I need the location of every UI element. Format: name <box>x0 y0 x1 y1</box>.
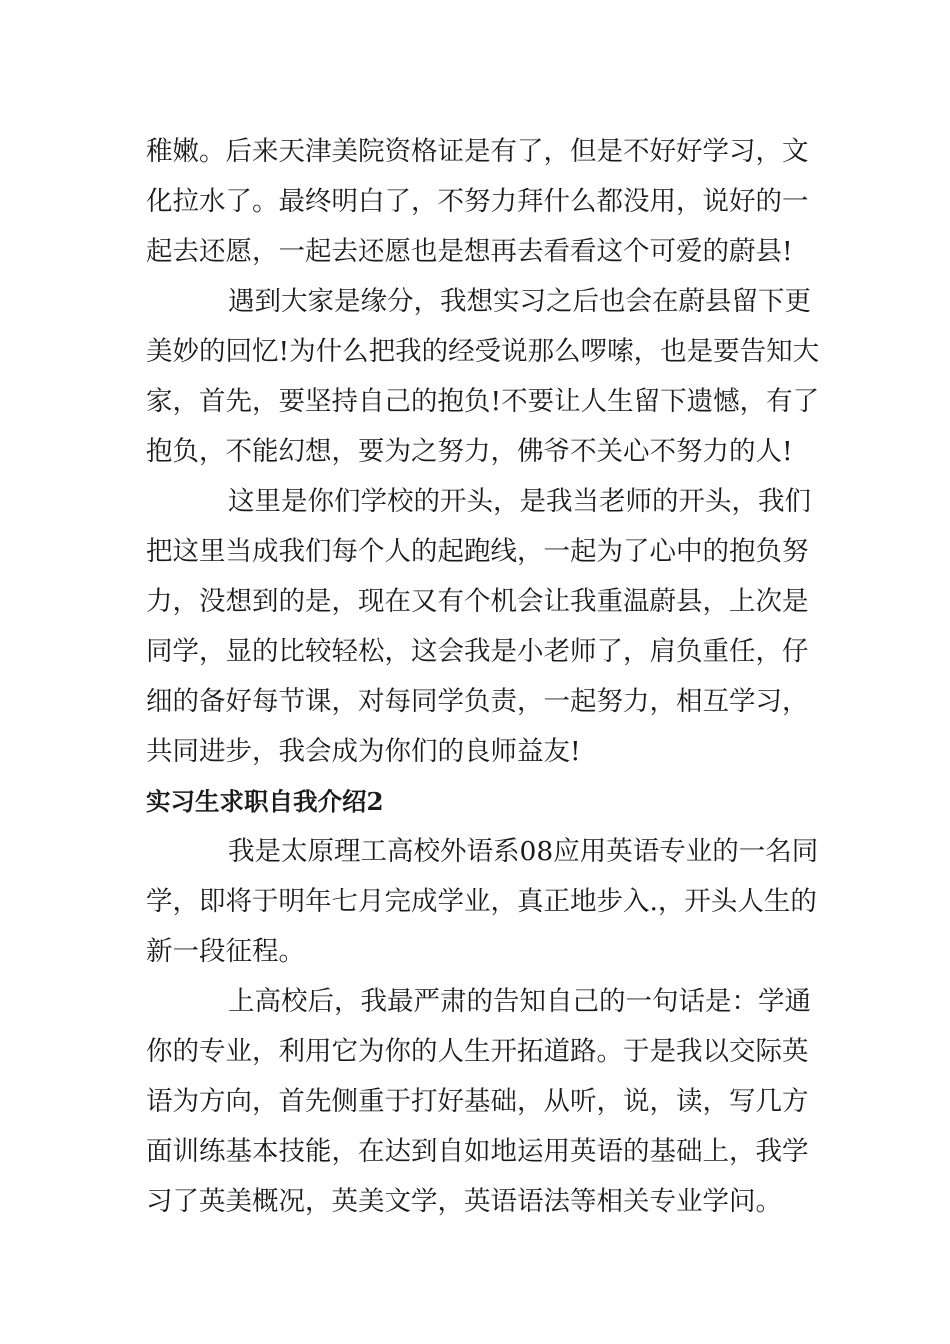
paragraph-4-line-1: 我是太原理工高校外语系08应用英语专业的一名同 <box>228 836 819 867</box>
paragraph-3-line-3: 力，没想到的是，现在又有个机会让我重温蔚县，上次是 <box>146 586 809 617</box>
paragraph-2-line-2: 美妙的回忆!为什么把我的经受说那么啰嗦，也是要告知大 <box>146 336 820 367</box>
paragraph-3-line-1: 这里是你们学校的开头，是我当老师的开头，我们 <box>228 486 811 517</box>
paragraph-3-line-6: 共同进步，我会成为你们的良师益友! <box>146 736 581 767</box>
paragraph-3-line-2: 把这里当成我们每个人的起跑线，一起为了心中的抱负努 <box>146 536 809 567</box>
paragraph-5-line-5: 习了英美概况，英美文学，英语语法等相关专业学问。 <box>146 1186 782 1217</box>
paragraph-5-line-2: 你的专业，利用它为你的人生开拓道路。于是我以交际英 <box>146 1036 809 1067</box>
paragraph-1-line-1: 稚嫩。后来天津美院资格证是有了，但是不好好学习，文 <box>146 136 809 167</box>
section-heading: 实习生求职自我介绍2 <box>146 787 384 816</box>
paragraph-4-line-2: 学，即将于明年七月完成学业，真正地步入.，开头人生的 <box>146 886 817 917</box>
paragraph-5-line-1: 上高校后，我最严肃的告知自己的一句话是：学通 <box>228 986 811 1017</box>
paragraph-1-line-2: 化拉水了。最终明白了，不努力拜什么都没用，说好的一 <box>146 186 809 217</box>
paragraph-5-line-4: 面训练基本技能，在达到自如地运用英语的基础上，我学 <box>146 1136 809 1167</box>
paragraph-2-line-3: 家，首先，要坚持自己的抱负!不要让人生留下遗憾，有了 <box>146 386 820 417</box>
paragraph-3-line-5: 细的备好每节课，对每同学负责，一起努力，相互学习， <box>146 686 809 717</box>
paragraph-4-line-3: 新一段征程。 <box>146 936 305 967</box>
paragraph-2-line-4: 抱负，不能幻想，要为之努力，佛爷不关心不努力的人! <box>146 436 793 467</box>
paragraph-2-line-1: 遇到大家是缘分，我想实习之后也会在蔚县留下更 <box>228 286 811 317</box>
paragraph-5-line-3: 语为方向，首先侧重于打好基础，从听，说，读，写几方 <box>146 1086 809 1117</box>
paragraph-3-line-4: 同学，显的比较轻松，这会我是小老师了，肩负重任，仔 <box>146 636 809 667</box>
paragraph-1-line-3: 起去还愿，一起去还愿也是想再去看看这个可爱的蔚县! <box>146 236 793 267</box>
